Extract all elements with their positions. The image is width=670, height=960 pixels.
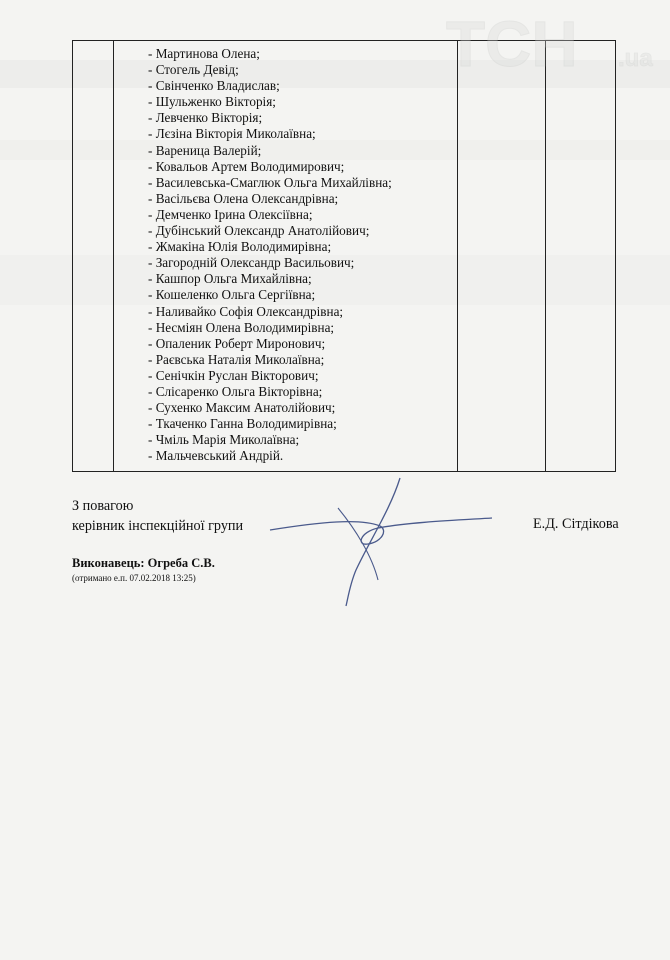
closing-block bbox=[72, 496, 243, 536]
list-item: - Вареница Валерій; bbox=[148, 142, 262, 158]
list-item: - Ковальов Артем Володимирович; bbox=[148, 158, 345, 174]
signature bbox=[260, 470, 500, 610]
list-item: - Жмакіна Юлія Володимирівна; bbox=[148, 239, 332, 255]
list-item: - Ткаченко Ганна Володимирівна; bbox=[148, 416, 337, 432]
list-item: - Демченко Ірина Олексіївна; bbox=[148, 206, 313, 222]
received-timestamp: (отримано е.п. 07.02.2018 13:25) bbox=[72, 573, 196, 583]
list-item: - Кашпор Ольга Михайлівна; bbox=[148, 271, 312, 287]
list-item: - Опаленик Роберт Миронович; bbox=[148, 335, 326, 351]
list-item: - Несміян Олена Володимирівна; bbox=[148, 319, 335, 335]
list-item: - Загородній Олександр Васильович; bbox=[148, 255, 355, 271]
list-item: - Наливайко Софія Олександрівна; bbox=[148, 303, 344, 319]
list-item: - Свінченко Владислав; bbox=[148, 78, 280, 94]
table-column-divider bbox=[545, 41, 546, 471]
list-item: - Мартинова Олена; bbox=[148, 46, 260, 61]
list-item: - Мальчевський Андрій. bbox=[148, 448, 284, 464]
list-item: - Шульженко Вікторія; bbox=[148, 94, 276, 110]
names-list bbox=[148, 46, 392, 464]
logo-text: TCH bbox=[446, 8, 578, 78]
list-item: - Слісаренко Ольга Вікторівна; bbox=[148, 383, 323, 399]
list-item: - Василевська-Смаглюк Ольга Михайлівна; bbox=[148, 174, 392, 190]
list-item: - Кошеленко Ольга Сергіївна; bbox=[148, 287, 316, 303]
list-item: - Раєвська Наталія Миколаївна; bbox=[148, 351, 325, 367]
list-item: - Сенічкін Руслан Вікторович; bbox=[148, 367, 319, 383]
signature-stroke bbox=[338, 508, 378, 580]
list-item: - Васільєва Олена Олександрівна; bbox=[148, 190, 339, 206]
list-item: - Лєзіна Вікторія Миколаївна; bbox=[148, 126, 316, 142]
list-item: - Стогель Девід; bbox=[148, 62, 239, 78]
position-line: керівник інспекційної групи bbox=[72, 518, 244, 534]
signature-stroke bbox=[346, 478, 400, 606]
executor-line: Виконавець: Огреба С.В. bbox=[72, 556, 215, 570]
table-column-divider bbox=[113, 41, 114, 471]
list-item: - Чміль Марія Миколаївна; bbox=[148, 432, 300, 448]
list-item: - Сухенко Максим Анатолійович; bbox=[148, 400, 336, 416]
logo-suffix: .ua bbox=[618, 45, 653, 72]
signer-name: Е.Д. Сітдікова bbox=[533, 516, 619, 532]
list-item: - Дубінський Олександр Анатолійович; bbox=[148, 223, 370, 239]
regards-line: З повагою bbox=[72, 498, 134, 514]
tch-logo-watermark bbox=[446, 8, 668, 78]
list-item: - Левченко Вікторія; bbox=[148, 110, 263, 126]
table-column-divider bbox=[457, 41, 458, 471]
